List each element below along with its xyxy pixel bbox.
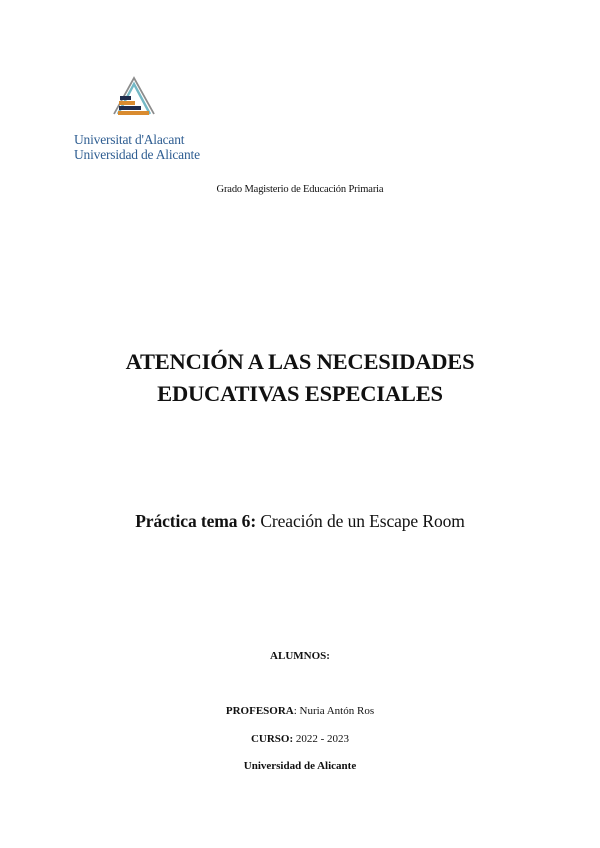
logo-line-spanish: Universidad de Alicante <box>74 147 200 162</box>
practice-title <box>0 511 600 532</box>
title-line-1: ATENCIÓN A LAS NECESIDADES <box>125 349 475 374</box>
course-value: 2022 - 2023 <box>293 733 350 745</box>
degree-name: Grado Magisterio de Educación Primaria <box>216 184 384 195</box>
university-logo <box>74 70 204 162</box>
teacher-info <box>0 705 600 717</box>
logo-line-valencian: Universitat d'Alacant <box>74 132 185 147</box>
practice-text: Creación de un Escape Room <box>256 511 465 531</box>
students-heading: ALUMNOS: <box>270 650 330 662</box>
document-title <box>60 346 540 410</box>
university-name: Universidad de Alicante <box>243 760 357 772</box>
title-line-2: EDUCATIVAS ESPECIALES <box>157 381 443 406</box>
teacher-label: PROFESORA <box>225 705 294 717</box>
course-label: CURSO: <box>250 733 294 745</box>
course-info <box>0 733 600 745</box>
logo-text <box>74 132 204 162</box>
teacher-name: : Nuria Antón Ros <box>293 705 375 717</box>
university-emblem-icon <box>108 70 160 128</box>
practice-label: Práctica tema 6: <box>135 511 257 531</box>
